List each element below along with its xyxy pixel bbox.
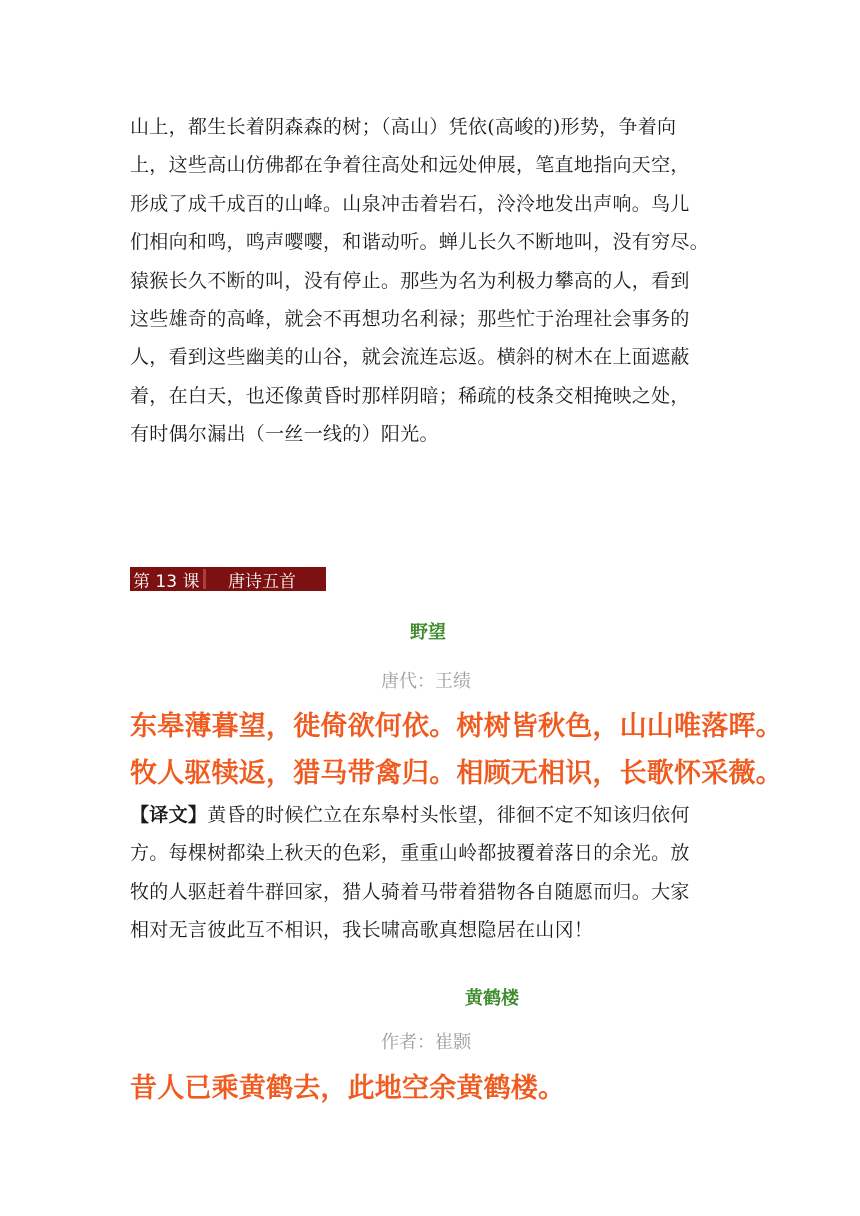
- paragraph-line: 相对无言彼此互不相识，我长啸高歌真想隐居在山冈！: [130, 919, 594, 942]
- paragraph-line: 人，看到这些幽美的山谷，就会流连忘返。横斜的树木在上面遮蔽: [130, 346, 690, 369]
- lesson-heading-bar: [130, 567, 326, 591]
- paragraph-line: 猿猴长久不断的叫，没有停止。那些为名为利极力攀高的人，看到: [130, 269, 690, 292]
- lesson-number: 第 13 课: [133, 571, 200, 592]
- poem-author: 作者：崔颢: [381, 1032, 471, 1053]
- poem-title: 野望: [410, 622, 446, 643]
- lesson-divider: [203, 569, 206, 589]
- paragraph-line: 形成了成千成百的山峰。山泉冲击着岩石，泠泠地发出声响。鸟儿: [130, 192, 690, 215]
- paragraph-line: 有时偶尔漏出（一丝一线的）阳光。: [130, 423, 439, 446]
- translation-paragraph: [130, 108, 730, 454]
- paragraph-line: 牧的人驱赶着牛群回家，猎人骑着马带着猎物各自随愿而归。大家: [130, 880, 690, 903]
- translation-tag: 【译文】: [130, 804, 208, 826]
- poem-verse-line: 东皋薄暮望，徙倚欲何依。树树皆秋色，山山唯落晖。: [130, 711, 783, 742]
- paragraph-line: 上，这些高山仿佛都在争着往高处和远处伸展，笔直地指向天空，: [130, 154, 690, 177]
- poem-translation-paragraph: [130, 796, 730, 950]
- poem-author: 唐代：王绩: [381, 671, 471, 692]
- poem-title: 黄鹤楼: [465, 988, 519, 1009]
- paragraph-line: 这些雄奇的高峰，就会不再想功名利禄；那些忙于治理社会事务的: [130, 308, 690, 331]
- translation-text: 黄昏的时候伫立在东皋村头怅望，徘徊不定不知该归依何: [207, 804, 690, 826]
- paragraph-line: 们相向和鸣，鸣声嘤嘤，和谐动听。蝉儿长久不断地叫，没有穷尽。: [130, 231, 710, 254]
- poem-verse-line: 牧人驱犊返，猎马带禽归。相顾无相识，长歌怀采薇。: [130, 758, 783, 789]
- paragraph-line: 山上，都生长着阴森森的树；（高山）凭依(高峻的)形势，争着向: [130, 116, 677, 138]
- paragraph-line: [130, 796, 730, 834]
- paragraph-line: 着，在白天，也还像黄昏时那样阴暗；稀疏的枝条交相掩映之处，: [130, 384, 690, 407]
- paragraph-line: 方。每棵树都染上秋天的色彩，重重山岭都披覆着落日的余光。放: [130, 842, 690, 865]
- lesson-title: 唐诗五首: [228, 571, 296, 592]
- poem-verse-line: 昔人已乘黄鹤去，此地空余黄鹤楼。: [130, 1073, 566, 1104]
